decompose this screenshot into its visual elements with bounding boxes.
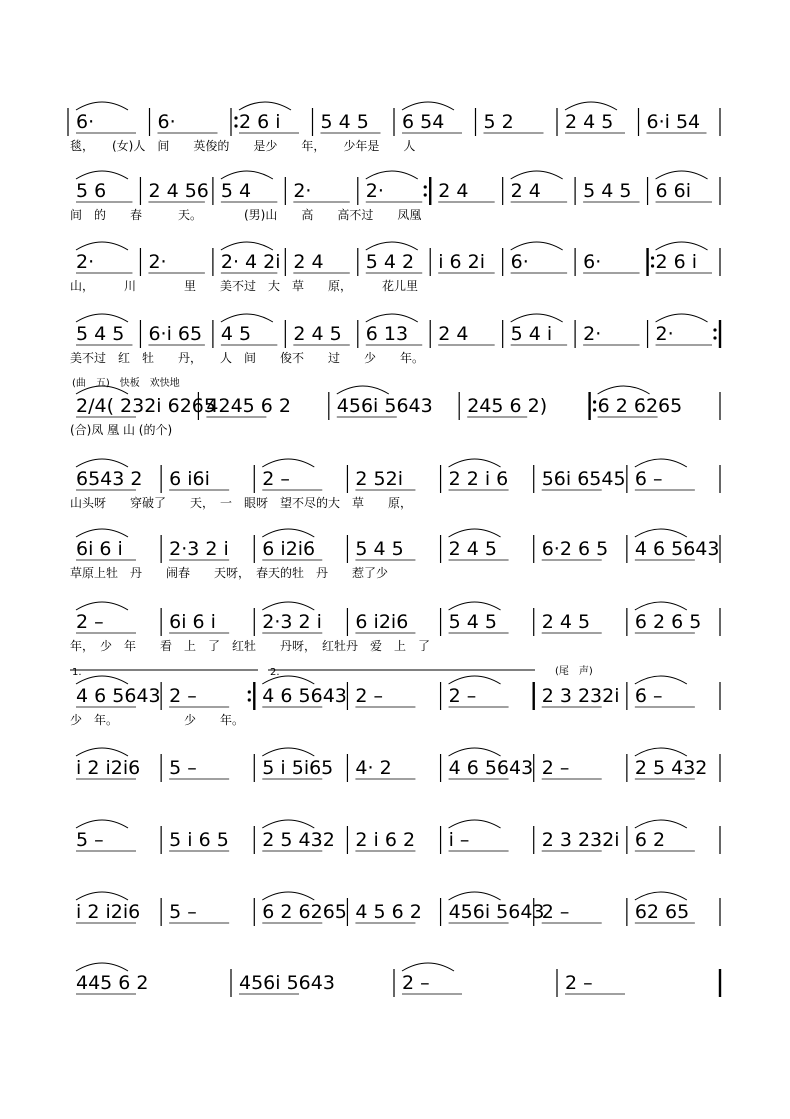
notation-measure: 2 4 xyxy=(438,323,469,345)
notation-measure: 2 – xyxy=(76,611,104,633)
notation-measure: 2·3 2 i xyxy=(169,538,229,560)
notation-measure: 6i 6 i xyxy=(76,538,123,560)
notation-measure: 5 4 2 xyxy=(365,251,415,273)
notation-measure: 2 6 i xyxy=(239,111,281,133)
repeat-dot xyxy=(593,408,596,411)
notation-measure: 6 13 xyxy=(365,323,409,345)
slur-arc xyxy=(656,242,708,250)
slur-arc xyxy=(76,820,128,828)
notation-measure: 5 4 i xyxy=(510,323,553,345)
lyric-line: 草原上牡 丹 闹春 天呀， 春天的牡 丹 惹了少 xyxy=(70,566,389,580)
repeat-dot xyxy=(651,256,654,259)
notation-measure: 456i 5643 xyxy=(239,972,335,994)
slur-arc xyxy=(76,676,128,684)
slur-arc xyxy=(449,748,501,756)
repeat-dot xyxy=(651,264,654,267)
notation-measure: 2· xyxy=(655,323,674,345)
notation-measure: 56i 6545 xyxy=(541,468,626,490)
slur-arc xyxy=(635,676,687,684)
notation-measure: 2 – xyxy=(169,685,197,707)
notation-measure: 62 65 xyxy=(634,901,690,923)
slur-arc xyxy=(221,242,273,250)
notation-measure: i 6 2i xyxy=(438,251,486,273)
notation-measure: 6 54 xyxy=(402,111,445,133)
notation-measure: 2· xyxy=(148,251,167,273)
notation-measure: 5 2 xyxy=(483,111,514,133)
notation-measure: 456i 5643 xyxy=(336,395,433,417)
slur-arc xyxy=(449,602,501,610)
slur-arc xyxy=(76,459,128,467)
slur-arc xyxy=(402,963,454,971)
slur-arc xyxy=(366,314,418,322)
notation-measure: 2/4( 232i 6265 xyxy=(76,395,216,417)
slur-arc xyxy=(239,102,291,110)
notation-measure: 5 – xyxy=(76,829,104,851)
notation-measure: 2· xyxy=(365,180,384,202)
notation-measure: 6· xyxy=(510,251,529,273)
notation-measure: 6 – xyxy=(634,468,663,490)
repeat-dot xyxy=(248,698,251,701)
slur-arc xyxy=(76,314,128,322)
notation-measure: 2 52i xyxy=(355,468,404,490)
slur-arc xyxy=(511,171,563,179)
notation-measure: 6 i6i xyxy=(169,468,210,490)
repeat-dot xyxy=(234,124,237,127)
slur-arc xyxy=(76,102,128,110)
notation-measure: 2· xyxy=(583,323,602,345)
lyric-line: 毯， (女)人 间 英俊的 是少 年， 少年是 人 xyxy=(70,139,416,153)
slur-arc xyxy=(635,529,687,537)
coda-label: (尾 声) xyxy=(555,666,593,677)
repeat-dot xyxy=(424,193,427,196)
volta-one-label: 1. xyxy=(72,667,82,678)
notation-measure: 5 – xyxy=(169,757,197,779)
repeat-dot xyxy=(248,690,251,693)
slur-arc xyxy=(635,459,687,467)
notation-measure: 2· 4 2i xyxy=(220,251,281,273)
slur-arc xyxy=(262,602,314,610)
slur-arc xyxy=(262,529,314,537)
notation-measure: i – xyxy=(448,829,470,851)
slur-arc xyxy=(635,892,687,900)
notation-measure: 2 3 232i xyxy=(541,685,620,707)
notation-measure: 2 4 56 xyxy=(148,180,209,202)
slur-arc xyxy=(449,892,501,900)
slur-arc xyxy=(262,748,314,756)
slur-arc xyxy=(449,459,501,467)
repeat-dot xyxy=(713,328,716,331)
notation-measure: 2 3 232i xyxy=(541,829,620,851)
slur-arc xyxy=(262,820,314,828)
notation-measure: 245 6 2) xyxy=(467,395,548,417)
slur-arc xyxy=(76,748,128,756)
slur-arc xyxy=(598,386,650,394)
notation-measure: 2 5 432 xyxy=(634,757,708,779)
notation-measure: 4· 2 xyxy=(355,757,392,779)
slur-arc xyxy=(76,171,128,179)
notation-measure: 2 4 5 xyxy=(565,111,614,133)
lyric-line: 山头呀 穿破了 天， 一 眼呀 望不尽的大 草 原， xyxy=(70,496,413,510)
slur-arc xyxy=(76,963,128,971)
notation-measure: 2· xyxy=(76,251,95,273)
volta-two-label: 2. xyxy=(270,667,280,678)
notation-measure: 2 4 5 xyxy=(448,538,497,560)
slur-arc xyxy=(76,242,128,250)
notation-measure: 5 i 5i65 xyxy=(262,757,334,779)
tempo-marking: (曲 五) 快板 欢快地 xyxy=(72,378,180,389)
notation-measure: 5 4 5 xyxy=(583,180,632,202)
notation-measure: 2 4 5 xyxy=(293,323,342,345)
notation-measure: 2 – xyxy=(355,685,384,707)
notation-measure: 2 – xyxy=(402,972,430,994)
slur-arc xyxy=(366,171,418,179)
repeat-dot xyxy=(424,185,427,188)
notation-measure: 6·i 65 xyxy=(148,323,203,345)
slur-arc xyxy=(511,242,563,250)
slur-arc xyxy=(366,242,418,250)
notation-measure: 5 i 6 5 xyxy=(169,829,229,851)
notation-measure: 2 4 xyxy=(438,180,469,202)
notation-measure: 5 4 5 xyxy=(355,538,404,560)
notation-measure: 4 6 5643 xyxy=(76,685,161,707)
notation-measure: 5 4 5 xyxy=(76,323,125,345)
notation-measure: 2·3 2 i xyxy=(262,611,322,633)
repeat-dot xyxy=(234,116,237,119)
notation-measure: 4 6 5643 xyxy=(634,538,720,560)
lyric-line: 年， 少 年 看 上 了 红牡 丹呀， 红牡丹 爱 上 了 xyxy=(70,639,431,653)
slur-arc xyxy=(337,386,389,394)
notation-measure: i 2 i2i6 xyxy=(76,901,141,923)
notation-measure: 6 6i xyxy=(655,180,692,202)
notation-measure: 2 – xyxy=(565,972,593,994)
slur-arc xyxy=(221,171,273,179)
notation-measure: 5 4 5 xyxy=(320,111,369,133)
lyric-line: (合)凤 凰 山 (的个) xyxy=(70,423,173,437)
notation-measure: 2 – xyxy=(541,757,570,779)
slur-arc xyxy=(76,602,128,610)
notation-measure: 2 – xyxy=(541,901,570,923)
notation-measure: 445 6 2 xyxy=(76,972,149,994)
repeat-dot xyxy=(713,336,716,339)
notation-measure: 5 – xyxy=(169,901,197,923)
notation-measure: 6 i2i6 xyxy=(262,538,316,560)
slur-arc xyxy=(449,820,501,828)
notation-measure: 4 6 5643 xyxy=(262,685,347,707)
notation-measure: 2 2 i 6 xyxy=(448,468,509,490)
lyric-line: 间 的 春 天。 (男)山 高 高不过 凤凰 xyxy=(70,208,422,222)
notation-measure: 6·i 54 xyxy=(646,111,701,133)
notation-measure: 6 2 6 5 xyxy=(634,611,702,633)
slur-arc xyxy=(76,529,128,537)
notation-measure: 5 4 5 xyxy=(448,611,497,633)
lyric-line: 少 年。 少 年。 xyxy=(70,713,245,727)
slur-arc xyxy=(449,529,501,537)
slur-arc xyxy=(635,820,687,828)
notation-measure: 6 2 6265 xyxy=(597,395,683,417)
notation-measure: 6i 6 i xyxy=(169,611,216,633)
notation-measure: 5 6 xyxy=(76,180,107,202)
notation-measure: 2 – xyxy=(448,685,477,707)
notation-measure: 2 5 432 xyxy=(262,829,335,851)
notation-measure: 6 – xyxy=(634,685,663,707)
notation-measure: 2 – xyxy=(262,468,290,490)
slur-arc xyxy=(656,314,708,322)
notation-measure: 2 4 xyxy=(510,180,541,202)
slur-arc xyxy=(656,171,708,179)
notation-measure: 6· xyxy=(157,111,176,133)
slur-arc xyxy=(221,314,273,322)
notation-measure: 2· xyxy=(293,180,312,202)
notation-measure: 2 4 xyxy=(293,251,324,273)
slur-arc xyxy=(262,892,314,900)
slur-arc xyxy=(402,102,454,110)
notation-measure: 6543 2 xyxy=(76,468,143,490)
slur-arc xyxy=(565,102,617,110)
notation-measure: 4 6 5643 xyxy=(448,757,534,779)
notation-measure: i 2 i2i6 xyxy=(76,757,141,779)
notation-measure: 6·2 6 5 xyxy=(541,538,609,560)
slur-arc xyxy=(262,459,314,467)
notation-measure: 5 4 xyxy=(220,180,252,202)
slur-arc xyxy=(76,892,128,900)
notation-measure: 2 i 6 2 xyxy=(355,829,416,851)
slur-arc xyxy=(511,314,563,322)
notation-measure: 6 2 xyxy=(634,829,666,851)
notation-measure: 4 5 6 2 xyxy=(355,901,422,923)
notation-measure: 4 5 xyxy=(220,323,252,345)
notation-measure: 6· xyxy=(583,251,602,273)
lyric-line: 美不过 红 牡 丹， 人 间 俊不 过 少 年。 xyxy=(70,351,425,365)
slur-arc xyxy=(449,676,501,684)
lyric-line: 山， 川 里 美不过 大 草 原， 花儿里 xyxy=(70,279,419,293)
notation-measure: 4245 6 2 xyxy=(206,395,292,417)
notation-measure: 456i 5643 xyxy=(448,901,545,923)
notation-measure: 6 i2i6 xyxy=(355,611,409,633)
repeat-dot xyxy=(593,400,596,403)
notation-measure: 6· xyxy=(76,111,95,133)
notation-measure: 6 2 6265 xyxy=(262,901,347,923)
notation-measure: 2 6 i xyxy=(655,251,698,273)
notation-measure: 2 4 5 xyxy=(541,611,591,633)
slur-arc xyxy=(635,602,687,610)
slur-arc xyxy=(635,748,687,756)
